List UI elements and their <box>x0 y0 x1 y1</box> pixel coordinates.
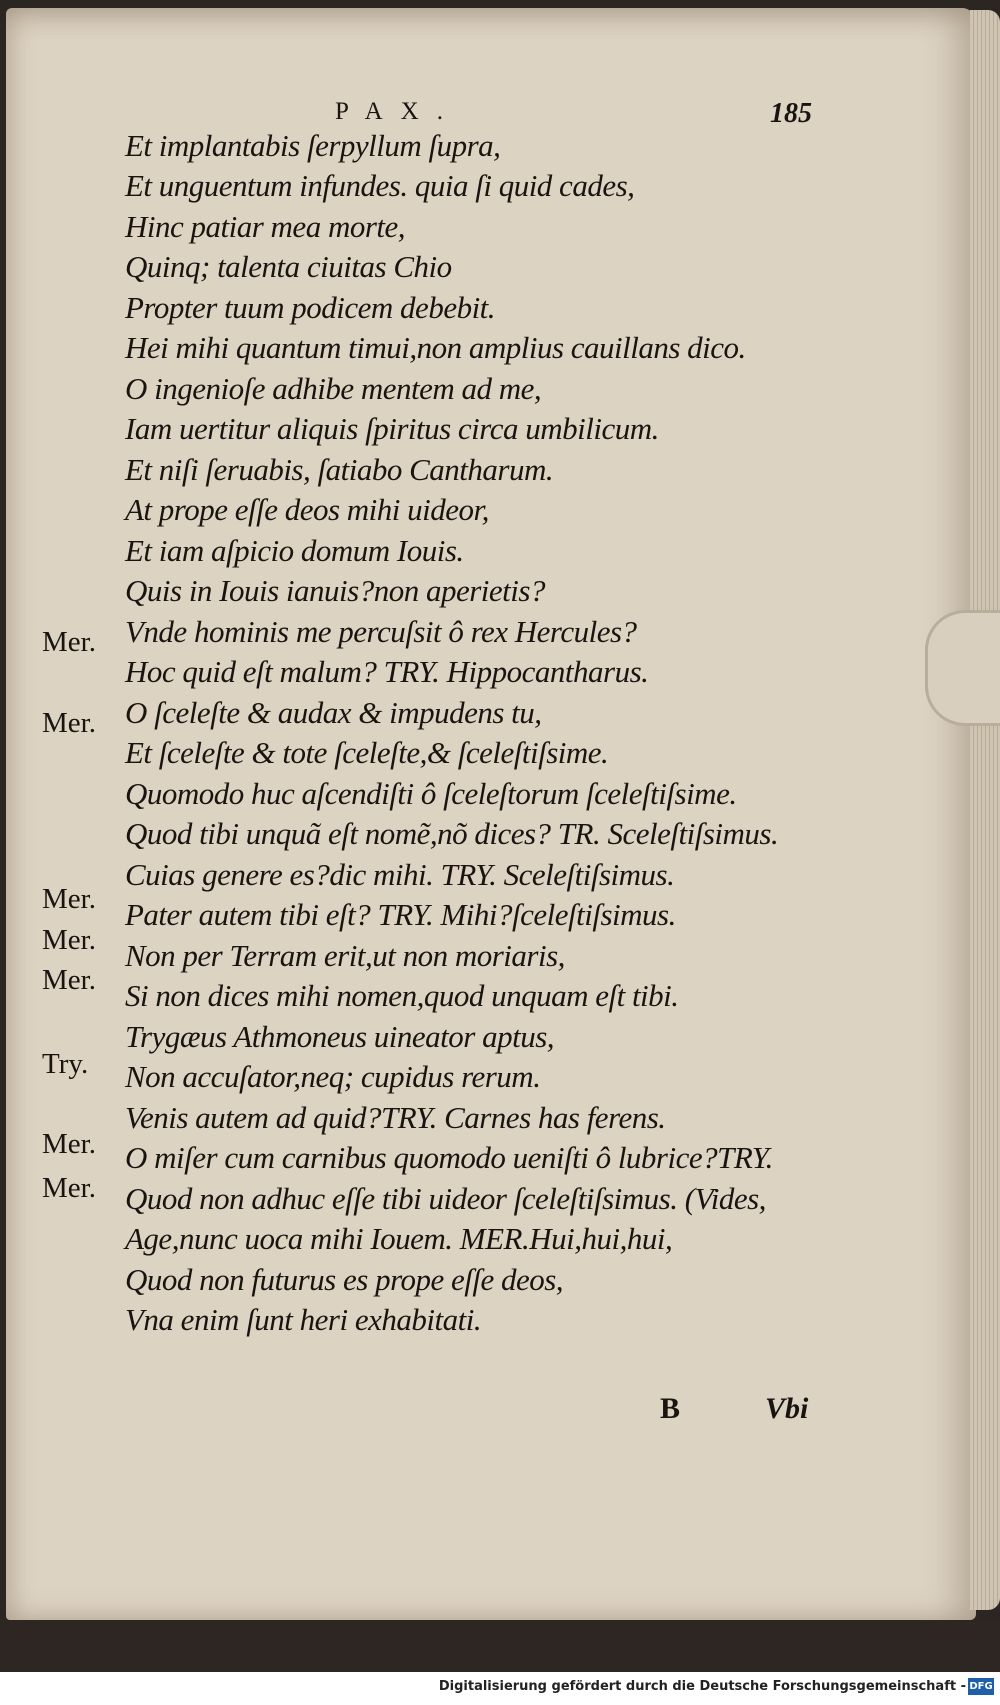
verse-line: Hoc quid eſt malum? TRY. Hippocantharus. <box>125 654 649 689</box>
page-clip <box>925 610 1000 726</box>
verse-line: Et unguentum infundes. quia ſi quid cades, <box>125 168 635 203</box>
verse-line: Trygæus Athmoneus uineator aptus, <box>125 1019 555 1054</box>
verse-line: Hei mihi quantum timui,non amplius cauillans dico. <box>125 330 746 365</box>
signature-mark: B <box>660 1392 681 1425</box>
verse-line: Hinc patiar mea morte, <box>125 209 406 244</box>
speaker-label: Mer. <box>42 707 96 739</box>
verse-line: Quod tibi unquã eſt nomẽ,nõ dices? TR. Sceleſtiſsimus. <box>125 816 779 851</box>
verse-line: Age,nunc uoca mihi Iouem. MER.Hui,hui,hui, <box>125 1221 673 1256</box>
verse-line: Quis in Iouis ianuis?non aperietis? <box>125 573 545 608</box>
verse-line: O ingenioſe adhibe mentem ad me, <box>125 371 542 406</box>
catchword: Vbi <box>765 1392 809 1425</box>
verse-line: Et niſi ſeruabis, ſatiabo Cantharum. <box>125 452 554 487</box>
verse-line: Quod non futurus es prope eſſe deos, <box>125 1262 564 1297</box>
speaker-label: Mer. <box>42 1128 96 1160</box>
verse-line: Propter tuum podicem debebit. <box>125 290 496 325</box>
verse-line: Non accuſator,neq; cupidus rerum. <box>125 1059 541 1094</box>
speaker-label: Mer. <box>42 883 96 915</box>
verse-line: Quinq; talenta ciuitas Chio <box>125 249 452 284</box>
scan-background <box>0 1620 1000 1672</box>
verse-line: O ſceleſte & audax & impudens tu, <box>125 695 542 730</box>
verse-line: Et ſceleſte & tote ſceleſte,& ſceleſtiſsime. <box>125 735 609 770</box>
verse-line: At prope eſſe deos mihi uideor, <box>125 492 489 527</box>
verse-line: Non per Terram erit,ut non moriaris, <box>125 938 565 973</box>
speaker-label: Mer. <box>42 924 96 956</box>
speaker-label: Mer. <box>42 964 96 996</box>
credit-text: Digitalisierung gefördert durch die Deutsche Forschungsgemeinschaft - <box>438 1679 966 1694</box>
speaker-label: Try. <box>42 1048 89 1080</box>
verse-line: Si non dices mihi nomen,quod unquam eſt tibi. <box>125 978 679 1013</box>
verse-line: Quomodo huc aſcendiſti ô ſceleſtorum ſceleſtiſsime. <box>125 776 737 811</box>
verse-line: Quod non adhuc eſſe tibi uideor ſceleſtiſsimus. (Vides, <box>125 1181 766 1216</box>
running-title: PAX. <box>335 98 461 125</box>
verse-line: Vnde hominis me percuſsit ô rex Hercules? <box>125 614 637 649</box>
speaker-label: Mer. <box>42 626 96 658</box>
verse-line: Iam uertitur aliquis ſpiritus circa umbilicum. <box>125 411 659 446</box>
page-edges <box>970 10 1000 1610</box>
speaker-label: Mer. <box>42 1172 96 1204</box>
verse-line: Et iam aſpicio domum Iouis. <box>125 533 464 568</box>
verse-line: Venis autem ad quid?TRY. Carnes has ferens. <box>125 1100 666 1135</box>
folio-number: 185 <box>770 98 812 129</box>
verse-line: Vna enim ſunt heri exhabitati. <box>125 1302 482 1337</box>
verse-line: O miſer cum carnibus quomodo ueniſti ô lubrice?TRY. <box>125 1140 773 1175</box>
dfg-logo: DFG <box>968 1678 994 1695</box>
verse-line: Et implantabis ſerpyllum ſupra, <box>125 128 501 163</box>
verse-line: Pater autem tibi eſt? TRY. Mihi?ſceleſtiſsimus. <box>125 897 676 932</box>
verse-line: Cuias genere es?dic mihi. TRY. Sceleſtiſsimus. <box>125 857 675 892</box>
